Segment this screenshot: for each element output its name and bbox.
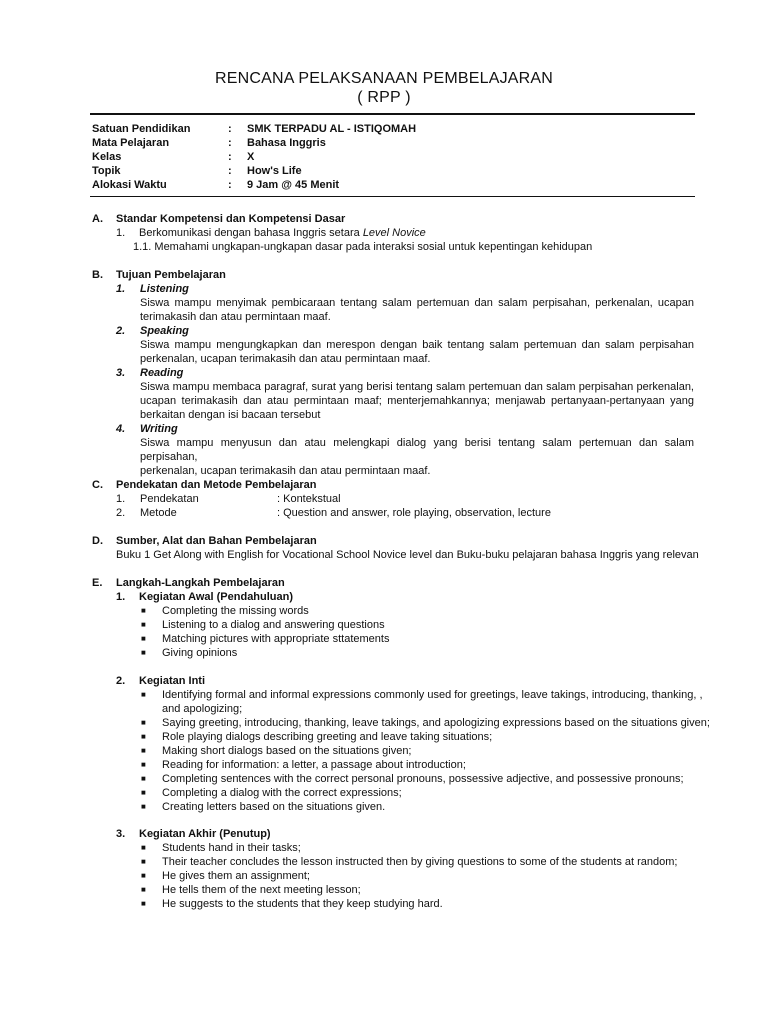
skill-num: 4. (116, 423, 126, 435)
list-item: Their teacher concludes the lesson instructed then by giving questions to some of the students at random; (162, 856, 678, 868)
section-c-label-metode: Metode (140, 507, 177, 519)
section-a-item-italic: Level Novice (362, 227, 426, 239)
section-a-item-num: 1. (116, 227, 126, 239)
section-d-letter: D. (92, 535, 103, 547)
identity-value: How's Life (247, 165, 302, 177)
document-title: RENCANA PELAKSANAAN PEMBELAJARAN (214, 70, 554, 87)
list-item: Making short dialogs based on the situations given; (162, 745, 412, 757)
list-item: He gives them an assignment; (162, 870, 310, 882)
skill-num: 1. (116, 283, 126, 295)
section-a-item-text: Berkomunikasi dengan bahasa Inggris setara (139, 227, 363, 239)
bullet-icon: ■ (141, 718, 146, 727)
identity-label: Alokasi Waktu (92, 179, 167, 191)
section-c-value-metode: : Question and answer, role playing, observation, lecture (277, 507, 551, 519)
section-c-num: 1. (116, 493, 126, 505)
list-item: Completing sentences with the correct personal pronouns, possessive adjective, and possessive pronouns; (162, 773, 684, 785)
section-a-item (139, 226, 426, 240)
text-line: perkenalan, ucapan terimakasih dan atau permintaan maaf. (140, 465, 431, 477)
identity-colon: : (228, 123, 232, 135)
bullet-icon: ■ (141, 899, 146, 908)
list-item: Matching pictures with appropriate sttatements (162, 633, 390, 645)
bullet-icon: ■ (141, 760, 146, 769)
text-line: Siswa mampu menyimak pembicaraan tentang salam pertemuan dan salam perpisahan, perkenalan, ucapan (140, 297, 694, 309)
bullet-icon: ■ (141, 885, 146, 894)
list-item: Giving opinions (162, 647, 238, 659)
list-item: Completing the missing words (162, 605, 309, 617)
text-line: Siswa mampu menyusun dan atau melengkapi dialog yang berisi tentang salam pertemuan dan salam perpisahan, (140, 437, 694, 463)
bullet-icon: ■ (141, 690, 146, 699)
bullet-icon: ■ (141, 788, 146, 797)
section-e-letter: E. (92, 577, 103, 589)
identity-value: 9 Jam @ 45 Menit (247, 179, 340, 191)
section-b-heading: Tujuan Pembelajaran (116, 269, 226, 281)
kegiatan-num: 2. (116, 675, 126, 687)
header-rule-bottom (90, 196, 695, 197)
identity-colon: : (228, 137, 232, 149)
bullet-icon: ■ (141, 606, 146, 615)
section-d-text: Buku 1 Get Along with English for Vocational School Novice level dan Buku-buku pelajaran bahasa Inggris yang relevan (116, 549, 699, 561)
skill-reading-text (140, 380, 694, 422)
list-item: Listening to a dialog and answering questions (162, 619, 385, 631)
skill-listening-text (140, 296, 694, 324)
bullet-icon: ■ (141, 732, 146, 741)
bullet-icon: ■ (141, 774, 146, 783)
list-item: Students hand in their tasks; (162, 842, 301, 854)
identity-value: Bahasa Inggris (247, 137, 326, 149)
identity-colon: : (228, 151, 232, 163)
section-a-letter: A. (92, 213, 103, 225)
identity-label: Satuan Pendidikan (92, 123, 191, 135)
identity-value: SMK TERPADU AL - ISTIQOMAH (247, 123, 417, 135)
text-line: Siswa mampu mengungkapkan dan merespon dengan baik tentang salam pertemuan dan salam perpisahan (140, 339, 694, 351)
list-item: Reading for information: a letter, a passage about introduction; (162, 759, 466, 771)
list-item: He suggests to the students that they keep studying hard. (162, 898, 443, 910)
section-a-heading: Standar Kompetensi dan Kompetensi Dasar (116, 213, 346, 225)
identity-value: X (247, 151, 255, 163)
skill-writing-text (140, 436, 694, 478)
text-line: Siswa mampu membaca paragraf, surat yang berisi tentang salam pertemuan dan salam perpisahan perkenalan, (140, 381, 694, 393)
section-c-label-pendekatan: Pendekatan (140, 493, 199, 505)
section-d-heading: Sumber, Alat dan Bahan Pembelajaran (116, 535, 317, 547)
bullet-icon: ■ (141, 802, 146, 811)
identity-label: Kelas (92, 151, 122, 163)
list-item-continuation: and apologizing; (162, 703, 243, 715)
bullet-icon: ■ (141, 843, 146, 852)
identity-label: Topik (92, 165, 121, 177)
document-subtitle: ( RPP ) (357, 89, 411, 106)
kegiatan-inti-heading: Kegiatan Inti (139, 675, 206, 687)
bullet-icon: ■ (141, 857, 146, 866)
skill-listening-title: Listening (140, 283, 189, 295)
list-item: Saying greeting, introducing, thanking, leave takings, and apologizing expressions based on the situations given; (162, 717, 710, 729)
text-line: ucapan terimakasih dan atau permintaan maaf; menterjemahkannya; menjawab pertanyaan-pertanyaan yang (140, 395, 694, 407)
kegiatan-akhir-heading: Kegiatan Akhir (Penutup) (139, 828, 271, 840)
bullet-icon: ■ (141, 871, 146, 880)
bullet-icon: ■ (141, 634, 146, 643)
kegiatan-num: 1. (116, 591, 126, 603)
kegiatan-num: 3. (116, 828, 126, 840)
list-item: Role playing dialogs describing greeting and leave taking situations; (162, 731, 493, 743)
list-item: Creating letters based on the situations given. (162, 801, 386, 813)
identity-label: Mata Pelajaran (92, 137, 170, 149)
identity-colon: : (228, 165, 232, 177)
list-item: Completing a dialog with the correct expressions; (162, 787, 402, 799)
section-b-letter: B. (92, 269, 103, 281)
section-c-value-pendekatan: : Kontekstual (277, 493, 341, 505)
bullet-icon: ■ (141, 648, 146, 657)
list-item: Identifying formal and informal expressions commonly used for greetings, leave takings, introducing, thanking, , (162, 689, 703, 701)
skill-num: 3. (116, 367, 126, 379)
skill-num: 2. (116, 325, 126, 337)
skill-reading-title: Reading (140, 367, 184, 379)
list-item: He tells them of the next meeting lesson; (162, 884, 361, 896)
text-line: terimakasih dan atau permintaan maaf. (140, 311, 331, 323)
section-e-heading: Langkah-Langkah Pembelajaran (116, 577, 285, 589)
bullet-icon: ■ (141, 746, 146, 755)
kegiatan-awal-heading: Kegiatan Awal (Pendahuluan) (139, 591, 294, 603)
section-c-letter: C. (92, 479, 103, 491)
skill-speaking-text (140, 338, 694, 366)
skill-writing-title: Writing (140, 423, 178, 435)
text-line: berkaitan dengan isi bacaan tersebut (140, 409, 321, 421)
header-rule-top (90, 113, 695, 115)
identity-colon: : (228, 179, 232, 191)
bullet-icon: ■ (141, 620, 146, 629)
skill-speaking-title: Speaking (140, 325, 189, 337)
section-a-subitem: 1.1. Memahami ungkapan-ungkapan dasar pada interaksi sosial untuk kepentingan kehidupan (133, 241, 593, 253)
text-line: perkenalan, ucapan terimakasih dan atau permintaan maaf. (140, 353, 431, 365)
section-c-heading: Pendekatan dan Metode Pembelajaran (116, 479, 317, 491)
section-c-num: 2. (116, 507, 126, 519)
